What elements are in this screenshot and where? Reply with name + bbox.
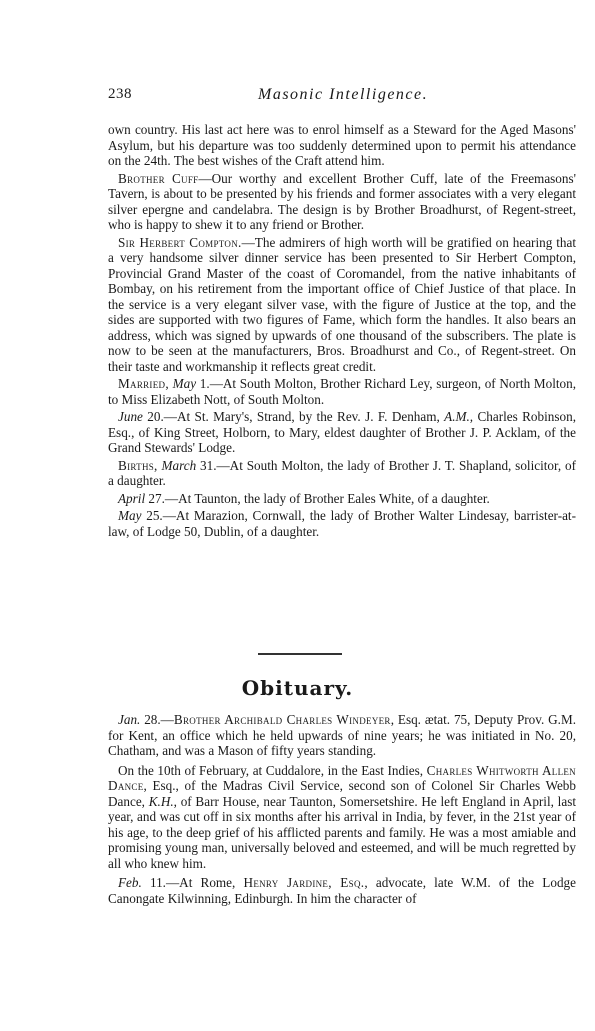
date-label: Feb. [118, 875, 142, 890]
date-label: June [118, 409, 143, 424]
paragraph-heading: Brother Cuff [118, 170, 199, 186]
paragraph-text: 1.—At South Molton, Brother Richard Ley, surgeon, of North Molton, to Miss Elizabeth Nott, of South Molton. [108, 376, 577, 407]
paragraph-continuation [108, 122, 576, 169]
degree-label: A.M., [444, 409, 474, 424]
running-head: Masonic Intelligence. [258, 86, 429, 103]
paragraph-text: , of Barr House, near Taunton, Somersetshire. He left England in April, last year, and was cut off in six months after his arrival in India, by fever, in the 21st year of his age, to the deep grief of his afflicted parents and family. He was a most amiable and promising young man, universally beloved and esteemed, and will be much regretted by all who knew him. [108, 793, 576, 871]
date-label: May [172, 376, 197, 391]
paragraph-text: , Esq., of the Madras Civil Service, second son of Colonel Sir Charles Webb Dance, [108, 778, 576, 809]
obituary-name: Brother Archibald Charles Windeyer [173, 712, 391, 727]
page-number: 238 [108, 86, 132, 102]
paragraph-text: 27.—At Taunton, the lady of Brother Eales White, of a daughter. [145, 490, 490, 506]
obituary-title: Obituary. [241, 676, 354, 700]
paragraph-text: 28.— [140, 712, 174, 727]
paragraph-text: , Esq. ætat. 75, Deputy Prov. G.M. for Kent, an office which he held upwards of nine years; he was initiated in No. 20, Chatham, and was a Mason of fifty years standing. [108, 712, 577, 758]
paragraph-text: On the 10th of February, at Cuddalore, in the East Indies, [118, 762, 427, 778]
paragraph-text: , advocate, late W.M. of the Lodge Canongate Kilwinning, Edinburgh. In him the character of [108, 875, 576, 906]
paragraph-heading: Married, [118, 376, 169, 391]
section-divider [258, 653, 342, 655]
honour-label: K.H. [148, 793, 174, 809]
paragraph-text: 25.—At Marazion, Cornwall, the lady of Brother Walter Lindesay, barrister-at-law, of Lodge 50, Dublin, of a daughter. [108, 508, 576, 539]
date-label: March [161, 457, 197, 473]
paragraph-heading: Births, [118, 457, 158, 473]
paragraph-married-2 [108, 409, 576, 456]
date-label: May [118, 508, 142, 523]
paragraph-text: Charles Robinson, Esq., of King Street, Holborn, to Mary, eldest daughter of Brother J. P. Acklam, of the Grand Stewards' Lodge. [108, 409, 576, 455]
paragraph-births [108, 458, 576, 489]
page-header [108, 86, 578, 110]
date-label: April [118, 490, 146, 506]
paragraph-herbert-compton [108, 235, 576, 375]
obituary-entry [108, 763, 576, 872]
paragraph-text: own country. His last act here was to enrol himself as a Steward for the Aged Masons' Asylum, but his departure was too suddenly determined upon to permit his attendance on the 24th. The best wishes of the Craft attend him. [108, 122, 576, 168]
paragraph-births-3 [108, 508, 576, 539]
obituary-name: Henry Jardine [243, 875, 329, 890]
paragraph-heading: Sir Herbert Compton. [118, 234, 242, 250]
obituary-name: Charles Whitworth Allen Dance [108, 762, 576, 793]
paragraph-brother-cuff [108, 171, 576, 233]
paragraph-text: —The admirers of high worth will be gratified on hearing that a very handsome silver dinner service has been presented to Sir Herbert Compton, Provincial Grand Master of the coast of Coromandel, from the native inhabitants of Bombay, on his retirement from the important office of Chief Justice of that place. In the service is a very elegant silver vase, with the figure of Justice at the top, and the sides are supported with two figures of Fame, which form the handles. It also bears an address, which was signed by upwards of one thousand of the subscribers. The plate is now to be seen at the manufacturers, Bros. Broadhurst and Co., of Regent-street. On their taste and workmanship it reflects great credit. [108, 234, 576, 374]
obituary-entry [108, 712, 576, 759]
paragraph-married [108, 376, 576, 407]
obituary-entry [108, 875, 576, 906]
paragraph-text: —Our worthy and excellent Brother Cuff, late of the Freemasons' Tavern, is about to be presented by his friends and former associates with a very elegant silver epergne and candelabra. The design is by Brother Broadhurst, of Regent-street, who is happy to shew it to any friend or Brother. [108, 170, 576, 232]
paragraph-births-2 [108, 491, 576, 507]
paragraph-text: 31.—At South Molton, the lady of Brother J. T. Shapland, solicitor, of a daughter. [108, 457, 576, 488]
obituary-suffix: , Esq. [328, 875, 365, 890]
paragraph-text: 20.—At St. Mary's, Strand, by the Rev. J. F. Denham, [142, 409, 445, 424]
date-label: Jan. [118, 712, 141, 727]
obituary-body [108, 712, 576, 910]
article-body [108, 122, 576, 541]
paragraph-text: 11.—At Rome, [141, 875, 244, 890]
